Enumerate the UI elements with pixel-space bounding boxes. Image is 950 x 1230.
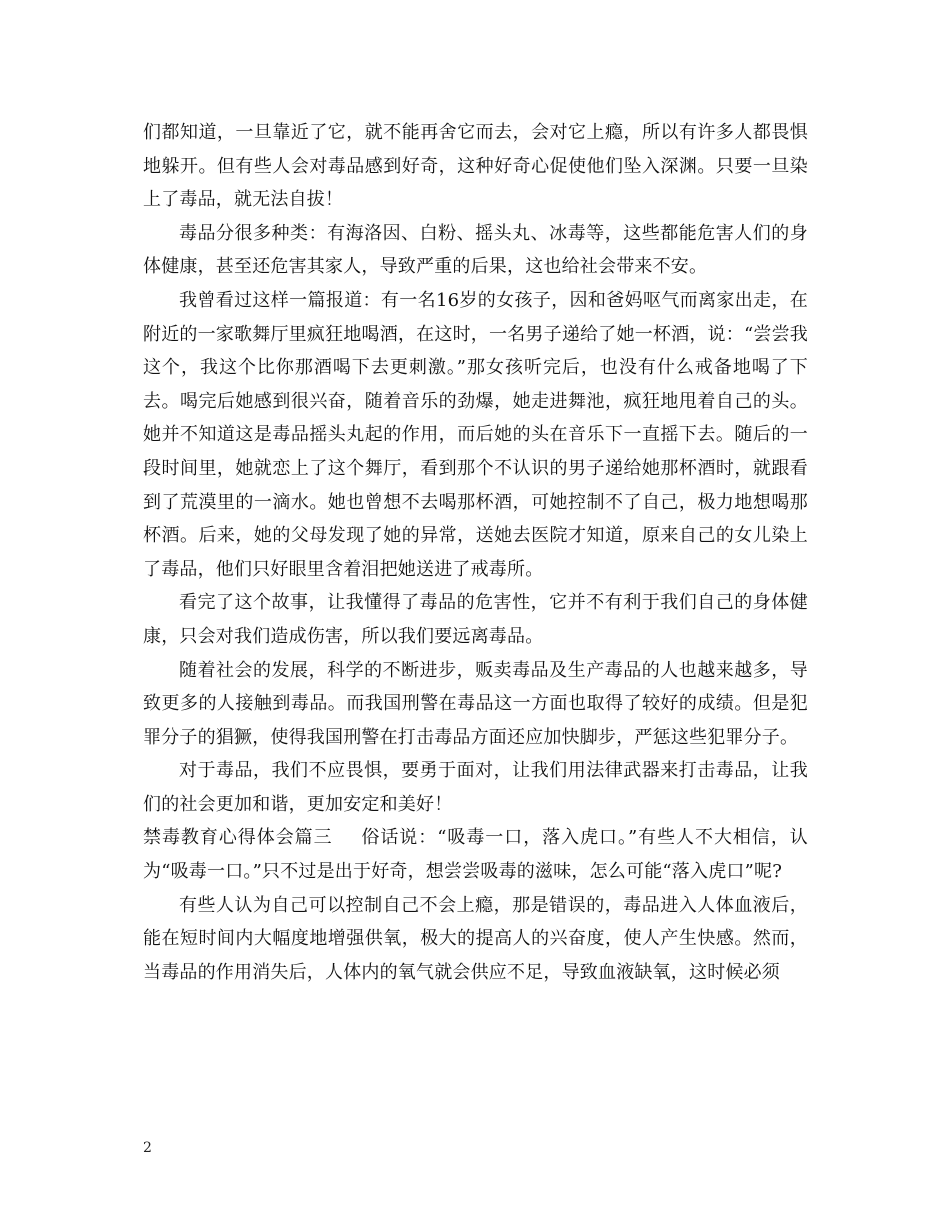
paragraph-4: 看完了这个故事，让我懂得了毒品的危害性，它并不有利于我们自己的身体健康，只会对我们造成伤害，所以我们要远离毒品。 [143, 592, 808, 647]
paragraph-1: 们都知道，一旦靠近了它，就不能再舍它而去，会对它上瘾，所以有许多人都畏惧地躲开。但有些人会对毒品感到好奇，这种好奇心促使他们坠入深渊。只要一旦染上了毒品，就无法自拔！ [143, 122, 808, 211]
section-intro: 俗话说：“吸毒一口，落入虎口。”有些人不大相信，认为“吸毒一口。”只不过是出于好奇，想尝尝吸毒的滋味，怎么可能“落入虎口”呢? [143, 827, 809, 883]
paragraph-2: 毒品分很多种类：有海洛因、白粉、摇头丸、冰毒等，这些都能危害人们的身体健康，甚至还危害其家人，导致严重的后果，这也给社会带来不安。 [143, 222, 808, 278]
document-body [143, 116, 808, 989]
paragraph-5: 随着社会的发展，科学的不断进步，贩卖毒品及生产毒品的人也越来越多，导致更多的人接触到毒品。而我国刑警在毒品这一方面也取得了较好的成绩。但是犯罪分子的猖獗，使得我国刑警在打击毒品方面还应加快脚步，严惩这些犯罪分子。 [143, 659, 808, 748]
section-heading: 禁毒教育心得体会篇三 [143, 827, 333, 849]
paragraph-6: 对于毒品，我们不应畏惧，要勇于面对，让我们用法律武器来打击毒品，让我们的社会更加和谐，更加安定和美好！ [143, 760, 808, 815]
paragraph-last: 有些人认为自己可以控制自己不会上瘾，那是错误的，毒品进入人体血液后，能在短时间内大幅度地增强供氧，极大的提高人的兴奋度，使人产生快感。然而，当毒品的作用消失后，人体内的氧气就会供应不足，导致血液缺氧，这时候必须 [143, 894, 808, 983]
paragraph-3: 我曾看过这样一篇报道：有一名16岁的女孩子，因和爸妈呕气而离家出走，在附近的一家歌舞厅里疯狂地喝酒，在这时，一名男子递给了她一杯酒，说：“尝尝我这个，我这个比你那酒喝下去更刺激。”那女孩听完后，也没有什么戒备地喝了下去。喝完后她感到很兴奋，随着音乐的劲爆，她走进舞池，疯狂地甩着自己的头。她并不知道这是毒品摇头丸起的作用，而后她的头在音乐下一直摇下去。随后的一段时间里，她就恋上了这个舞厅，看到那个不认识的男子递给她那杯酒时，就跟看到了荒漠里的一滴水。她也曾想不去喝那杯酒，可她控制不了自己，极力地想喝那杯酒。后来，她的父母发现了她的异常，送她去医院才知道，原来自己的女儿染上了毒品，他们只好眼里含着泪把她送进了戒毒所。 [143, 289, 808, 580]
page-number: 2 [143, 1140, 152, 1156]
section-paragraph [143, 821, 808, 888]
